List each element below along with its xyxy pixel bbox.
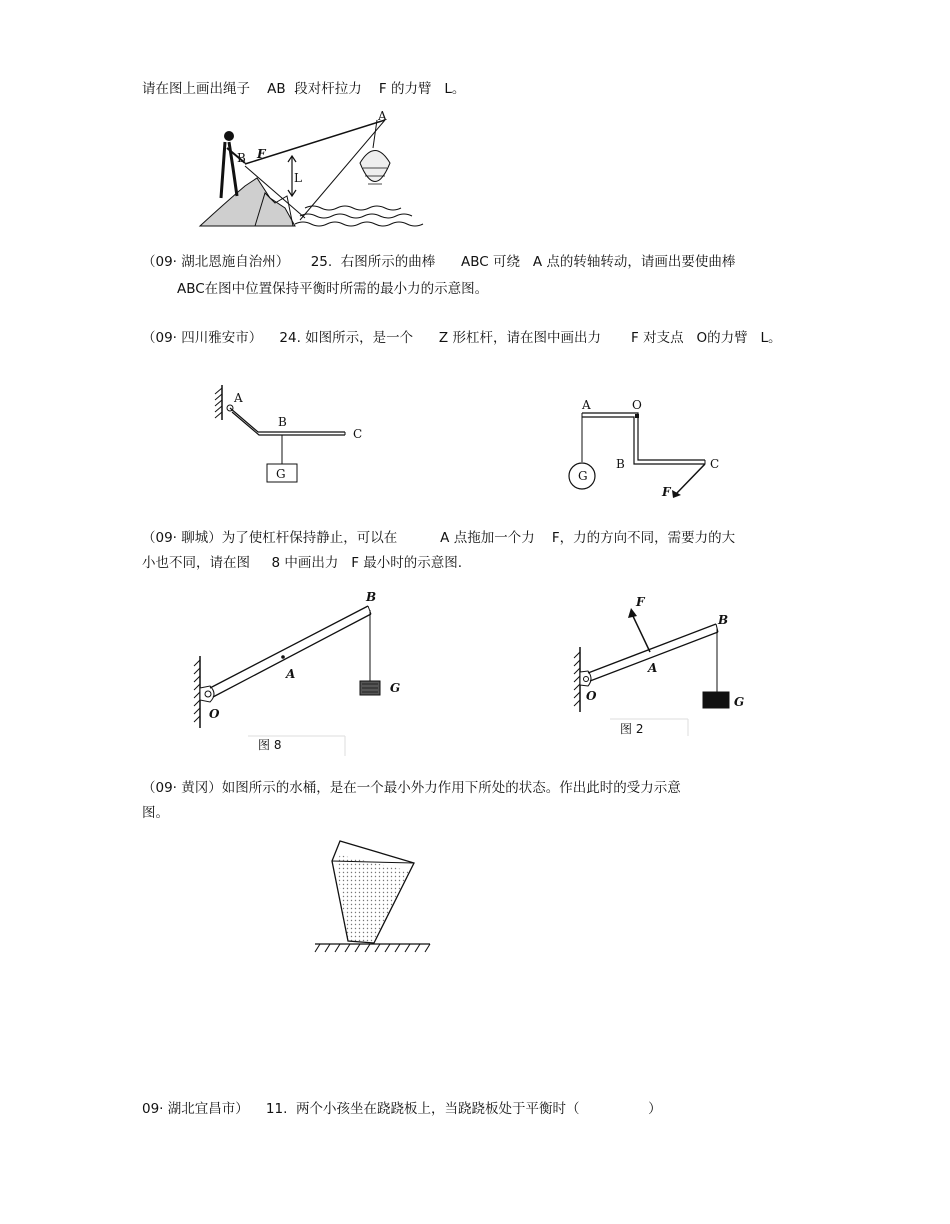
q2-line2: ABC在图中位置保持平衡时所需的最小力的示意图。 — [177, 281, 489, 297]
curved-bar-figure — [210, 380, 370, 490]
label-o: O — [586, 689, 597, 703]
label-c: C — [710, 457, 720, 471]
label-a: A — [378, 109, 387, 123]
label-g: G — [390, 681, 401, 695]
figure-2-lever — [570, 592, 760, 742]
label-f: F — [257, 147, 266, 161]
label-a: A — [582, 398, 591, 412]
figure-8-lever — [190, 588, 420, 758]
q2-line1: （09· 湖北恩施自治州） 25. 右图所示的曲棒 ABC 可绕 A 点的转轴转动，请画出要使曲棒 — [142, 254, 736, 270]
z-lever-figure — [560, 398, 730, 508]
q5-line1: （09· 黄冈）如图所示的水桶，是在一个最小外力作用下所处的状态。作出此时的受力示意 — [142, 780, 681, 796]
label-g: G — [578, 469, 588, 483]
label-b: B — [278, 415, 287, 429]
q3-text: （09· 四川雅安市） 24. 如图所示，是一个 Z 形杠杆，请在图中画出力 F 对支点 O的力臂 L。 — [142, 330, 782, 346]
label-a: A — [234, 391, 243, 405]
label-b: B — [237, 151, 246, 165]
label-b: B — [718, 613, 729, 627]
label-a: A — [648, 661, 658, 675]
label-c: C — [353, 427, 363, 441]
figure-8-caption: 图 8 — [258, 738, 282, 752]
q5-line2: 图。 — [142, 805, 169, 821]
label-g: G — [734, 695, 745, 709]
label-o: O — [209, 707, 220, 721]
water-bucket-figure — [310, 835, 440, 960]
fishing-rod-figure — [195, 108, 425, 233]
label-b: B — [366, 590, 377, 604]
q1-text: 请在图上画出绳子 AB 段对杆拉力 F 的力臂 L。 — [142, 81, 466, 97]
label-o: O — [632, 398, 642, 412]
q6-text: 09· 湖北宜昌市） 11. 两个小孩坐在跷跷板上，当跷跷板处于平衡时（ ） — [142, 1101, 662, 1117]
figure-2-caption: 图 2 — [620, 722, 644, 736]
label-b: B — [616, 457, 625, 471]
label-a: A — [286, 667, 296, 681]
q4-line1: （09· 聊城）为了使杠杆保持静止，可以在 A 点拖加一个力 F，力的方向不同，需要力的大 — [142, 530, 736, 546]
label-f: F — [636, 595, 645, 609]
label-f: F — [662, 485, 671, 499]
q4-line2: 小也不同，请在图 8 中画出力 F 最小时的示意图. — [142, 555, 463, 571]
label-l: L — [294, 171, 302, 185]
label-g: G — [276, 467, 286, 481]
